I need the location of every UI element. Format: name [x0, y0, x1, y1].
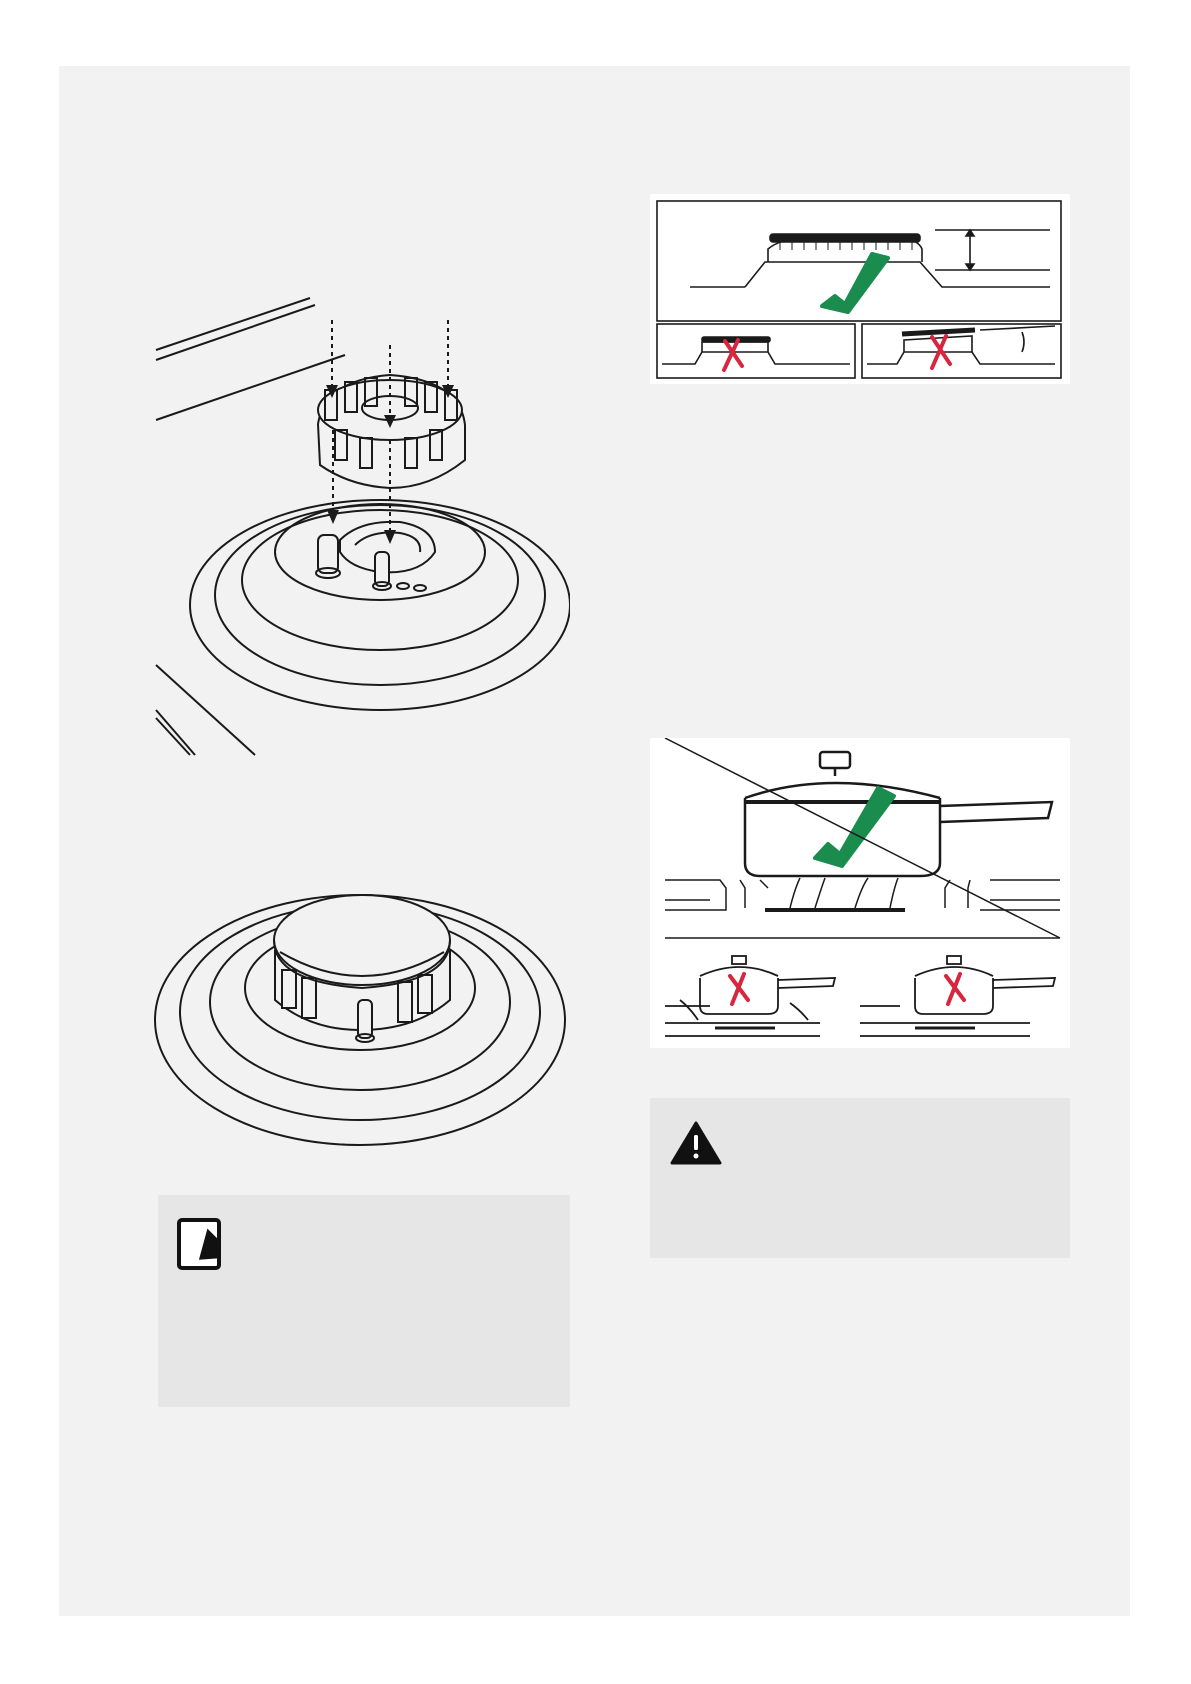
pan-placement-illustration [650, 738, 1070, 1048]
note-callout [158, 1195, 570, 1407]
warning-callout [650, 1098, 1070, 1258]
note-icon [176, 1217, 226, 1273]
burner-exploded-illustration [150, 290, 570, 760]
burner-assembled-illustration [150, 870, 570, 1150]
burner-seating-illustration [650, 194, 1070, 384]
warning-icon [670, 1120, 722, 1166]
